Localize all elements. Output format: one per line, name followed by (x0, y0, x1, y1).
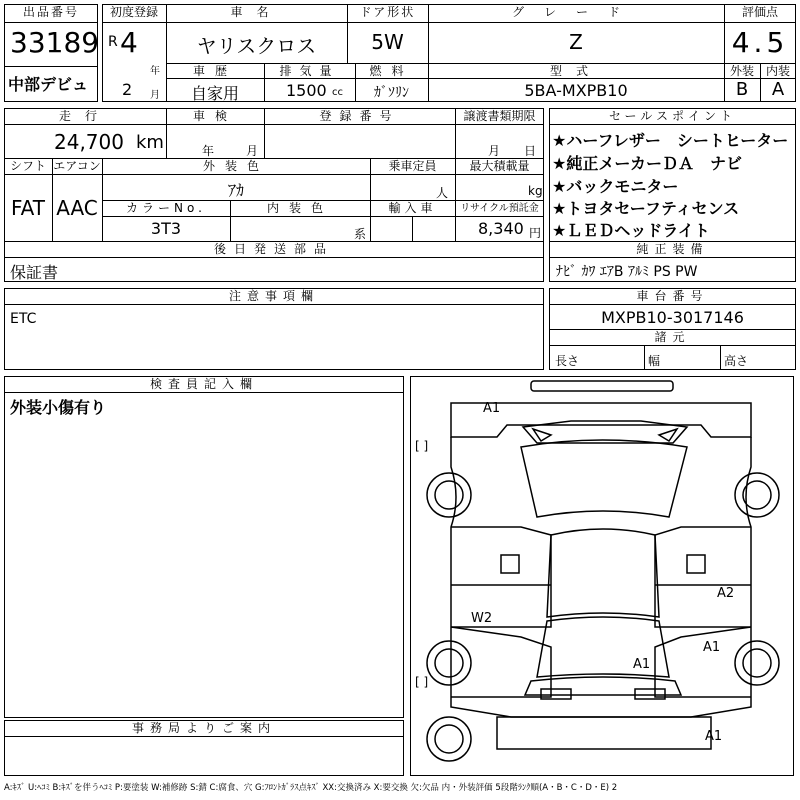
history-value: 自家用 (190, 84, 239, 103)
interior-color-label: 内装色 (266, 201, 333, 215)
notes-label: 注意事項欄 (228, 289, 319, 303)
model-label: 型式 (549, 64, 602, 78)
ac-label: エアコン (53, 159, 101, 173)
year-unit: 年 (150, 66, 160, 77)
capacity-unit: 人 (436, 186, 449, 200)
divider (549, 304, 796, 305)
car-diagram (410, 376, 794, 776)
inspector-label: 検査員記入欄 (149, 377, 258, 391)
office-label: 事務局よりご案内 (131, 721, 276, 735)
import-label: 輸入車 (388, 201, 437, 215)
right-mirror-shape (687, 555, 705, 573)
inspection-label: 車検 (192, 109, 237, 123)
door-value: 5W (371, 30, 404, 54)
damage-mark: A2 (717, 586, 735, 601)
reg-label: 初度登録 (109, 5, 158, 19)
headlight-shape (533, 429, 677, 441)
bracket-marker: [ ] (415, 675, 429, 689)
exterior-label: 外装 (729, 64, 754, 78)
color-label: 外装色 (202, 159, 269, 173)
divider (4, 392, 404, 393)
reg-year: 4 (120, 26, 138, 59)
wheel-rear-right-hub (743, 649, 771, 677)
color-no-label: カラーNo. (126, 201, 206, 215)
capacity-label: 乗車定員 (388, 159, 437, 173)
transfer-day-unit: 日 (524, 144, 537, 158)
mileage-value: 24,700 (54, 130, 124, 154)
rear-bumper-shape (497, 717, 711, 749)
recycle-value: 8,340 (478, 219, 524, 238)
divider (4, 304, 544, 305)
color-no-value: 3T3 (150, 219, 182, 238)
car-outline (411, 377, 795, 777)
interior-color-unit: 系 (354, 227, 367, 241)
wheel-rear-left-hub (435, 649, 463, 677)
sales-point-item: ★トヨタセーフティセンス (552, 199, 740, 218)
reg-era: R (108, 34, 118, 50)
divider (4, 66, 98, 67)
debut-label: 中部デビュ (8, 75, 89, 94)
left-front-door-shape (451, 527, 551, 627)
wheel-front-right-hub (743, 481, 771, 509)
chassis-value: MXPB10-3017146 (601, 308, 744, 327)
transfer-label: 譲渡書類期限 (463, 109, 536, 123)
load-unit: kg (528, 184, 543, 198)
notes-value: ETC (10, 311, 37, 327)
length-label: 長さ (555, 354, 580, 368)
ac-value: AAC (56, 196, 98, 220)
divider (4, 22, 98, 23)
roof-rail-shape (531, 381, 673, 391)
exterior-grade: B (735, 79, 749, 100)
chassis-label: 車台番号 (636, 289, 709, 303)
divider (166, 78, 724, 79)
right-rear-door-shape (655, 627, 751, 697)
shift-label: シフト (9, 159, 46, 173)
transfer-month-unit: 月 (488, 144, 501, 158)
sales-point-item: ★ハーフレザー シートヒーター (552, 131, 789, 150)
damage-mark: A1 (703, 640, 721, 655)
displacement-label: 排気量 (279, 64, 340, 78)
bracket-marker: [ ] (415, 439, 429, 453)
specs-label: 諸元 (654, 330, 691, 344)
wheel-rear-left-shape (427, 641, 471, 685)
wheel-rear-right-shape (735, 641, 779, 685)
car-name: ヤリスクロス (196, 34, 317, 58)
legend-text: A:ｷｽﾞ U:ﾍｺﾐ B:ｷｽﾞを伴うﾍｺﾐ P:要塗装 W:補修跡 S:錆 C:腐食、穴 G:ﾌﾛﾝﾄｶﾞﾗｽ点ｷｽﾞ XX:交換済み X:要交換 欠:欠品 内・外装評価 5段階ﾗﾝｸ順(A・B・C・D・E) 2 (4, 783, 618, 793)
model-value: 5BA-MXPB10 (524, 81, 628, 100)
divider (549, 345, 796, 346)
color-value: ｱｶ (227, 181, 244, 200)
wheel-front-left-hub (435, 481, 463, 509)
divider (4, 257, 544, 258)
grade-value: Z (569, 30, 583, 54)
fuel-label: 燃料 (369, 64, 414, 78)
body-outline-shape (451, 437, 751, 717)
divider (102, 22, 796, 23)
sales-points-label: セールスポイント (609, 109, 736, 123)
hood-shape (521, 440, 687, 517)
equipment-value: ﾅﾋﾞ ｶﾜ ｴｱB ｱﾙﾐ PS PW (556, 264, 698, 280)
divider (412, 216, 413, 241)
mileage-unit: km (136, 132, 164, 153)
interior-label: 内装 (765, 64, 790, 78)
equipment-label: 純正装備 (636, 242, 709, 256)
spare-tire-shape (427, 717, 471, 761)
recycle-label: リサイクル預託金 (460, 203, 539, 214)
load-label: 最大積載量 (469, 159, 530, 173)
divider (549, 257, 796, 258)
score-value: 4.5 (731, 26, 789, 59)
sales-point-item: ★バックモニター (552, 177, 679, 196)
later-parts-value: 保証書 (10, 263, 59, 282)
damage-mark: A1 (705, 729, 723, 744)
left-mirror-shape (501, 555, 519, 573)
divider (720, 345, 721, 370)
month-unit: 月 (150, 90, 160, 101)
lot-label: 出品番号 (22, 5, 79, 19)
plate-label: 登録番号 (319, 109, 400, 123)
displacement-value: 1500 (286, 81, 327, 100)
car-name-label: 車名 (230, 5, 283, 19)
divider (644, 345, 645, 370)
displacement-unit: cc (332, 87, 343, 98)
shift-value: FAT (10, 196, 45, 220)
width-label: 幅 (648, 354, 661, 368)
wheel-front-left-shape (427, 473, 471, 517)
inspection-month-unit: 月 (246, 144, 259, 158)
grade-label: グレード (511, 5, 640, 19)
damage-mark: A1 (633, 657, 651, 672)
divider (4, 736, 404, 737)
height-label: 高さ (724, 354, 749, 368)
damage-mark: A1 (483, 401, 501, 416)
history-label: 車歴 (192, 64, 237, 78)
right-front-door-shape (655, 527, 751, 627)
damage-mark: W2 (471, 611, 493, 626)
divider (549, 124, 796, 125)
inspection-year-unit: 年 (202, 144, 215, 158)
fuel-value: ｶﾞｿﾘﾝ (374, 85, 409, 101)
wheel-front-right-shape (735, 473, 779, 517)
reg-month: 2 (122, 80, 133, 99)
inspector-box (4, 376, 404, 718)
sales-point-item: ★ＬＥＤヘッドライト (552, 221, 710, 240)
divider (102, 216, 544, 217)
inspector-value: 外装小傷有り (10, 398, 107, 417)
interior-grade: A (771, 79, 785, 100)
lot-number: 33189 (10, 26, 100, 59)
rear-hatch-shape (525, 677, 681, 695)
score-label: 評価点 (741, 5, 778, 19)
divider (4, 124, 544, 125)
door-label: ドア形状 (359, 5, 416, 19)
later-parts-label: 後日発送部品 (213, 242, 334, 256)
recycle-unit: 円 (529, 226, 542, 240)
spare-tire-hub (435, 725, 463, 753)
mileage-label: 走行 (58, 109, 111, 123)
sales-point-item: ★純正メーカーＤＡ ナビ (552, 154, 743, 173)
divider (4, 174, 544, 175)
left-rear-door-shape (451, 627, 551, 697)
roof-shape (547, 529, 659, 617)
